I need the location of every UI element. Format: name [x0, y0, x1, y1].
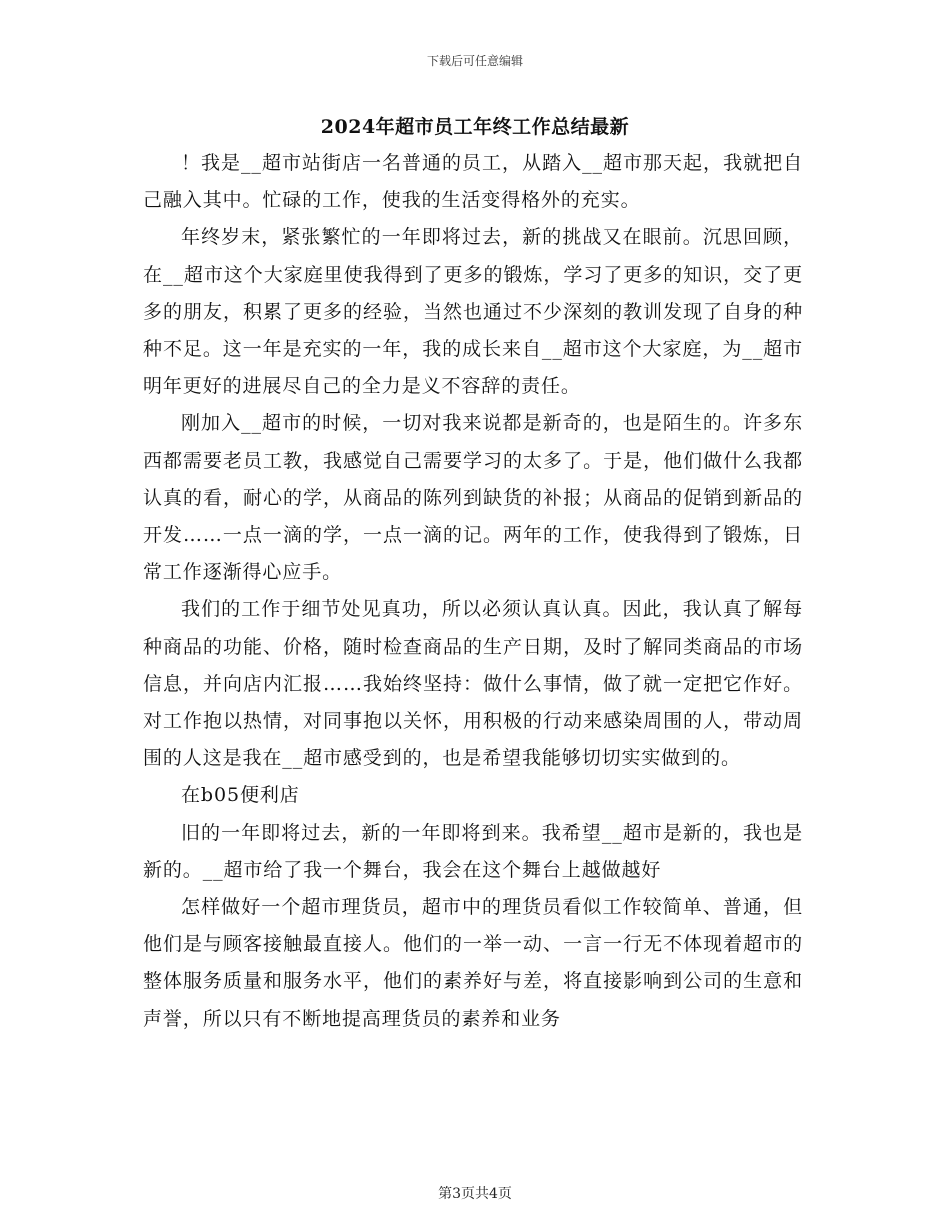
document-title: 2024年超市员工年终工作总结最新 [320, 116, 630, 138]
paragraph-details: 我们的工作于细节处见真功，所以必须认真认真。因此，我认真了解每种商品的功能、价格，随时检查商品的生产日期，及时了解同类商品的市场信息，并向店内汇报……我始终坚持：做什么事情，做了就一定把它作好。对工作抱以热情，对同事抱以关怀，用积极的行动来感染周围的人，带动周围的人这是我在__超市感受到的，也是希望我能够切切实实做到的。 [143, 598, 803, 770]
paragraph-new-year: 旧的一年即将过去，新的一年即将到来。我希望__超市是新的，我也是新的。__超市给了我一个舞台，我会在这个舞台上越做越好 [143, 821, 803, 881]
paragraph-store-note: 在b05便利店 [181, 784, 300, 807]
page-header: 下载后可任意编辑 [426, 54, 523, 68]
paragraph-stock-clerk: 怎样做好一个超市理货员，超市中的理货员看似工作较简单、普通，但他们是与顾客接触最直接人。他们的一举一动、一言一行无不体现着超市的整体服务质量和服务水平，他们的素养好与差，将直接影响到公司的生意和声誉，所以只有不断地提高理货员的素养和业务 [143, 896, 803, 1030]
paragraph-intro: ！我是__超市站街店一名普通的员工，从踏入__超市那天起，我就把自己融入其中。忙碌的工作，使我的生活变得格外的充实。 [143, 152, 803, 212]
paragraph-joining: 刚加入__超市的时候，一切对我来说都是新奇的，也是陌生的。许多东西都需要老员工教，我感觉自己需要学习的太多了。于是，他们做什么我都认真的看，耐心的学，从商品的陈列到缺货的补报；从商品的促销到新品的开发……一点一滴的学，一点一滴的记。两年的工作，使我得到了锻炼，日常工作逐渐得心应手。 [143, 412, 803, 584]
document-body [143, 145, 803, 1038]
paragraph-year-end: 年终岁末，紧张繁忙的一年即将过去，新的挑战又在眼前。沉思回顾，在__超市这个大家庭里使我得到了更多的锻炼，学习了更多的知识，交了更多的朋友，积累了更多的经验，当然也通过不少深刻的教训发现了自身的种种不足。这一年是充实的一年，我的成长来自__超市这个大家庭，为__超市明年更好的进展尽自己的全力是义不容辞的责任。 [143, 226, 803, 398]
page-number: 第3页共4页 [438, 1186, 512, 1202]
